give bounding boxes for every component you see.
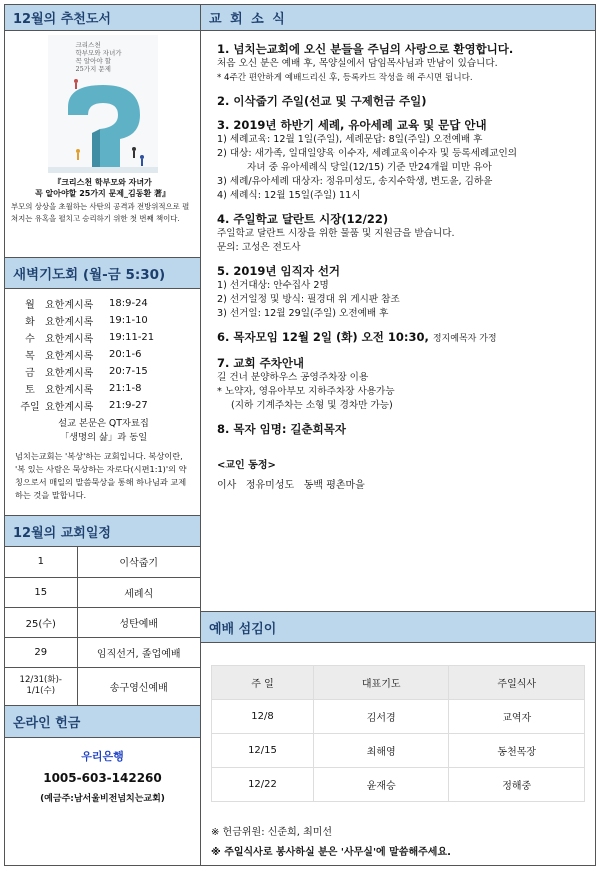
church-news	[201, 31, 595, 493]
dawn-prayer-row: 토 요한계시록 21:1-8	[25, 383, 142, 396]
ushers-header: 예배 섬김이	[201, 611, 595, 643]
column-header: 주 일	[212, 666, 314, 700]
dawn-prayer-section	[5, 289, 200, 515]
news-item-line: * 노약자, 영유아부모 지하주차장 사용가능	[217, 386, 395, 397]
ushers-notes	[211, 823, 451, 863]
dawn-prayer-description: 넘치는교회는 '복상'하는 교회입니다. 복상이란, '복 있는 사람은 묵상하는 자로다(시편1:1)'의 약칭으로서 매일의 말씀묵상을 통해 하나님과 교제하는 것을 말합니다.	[15, 451, 187, 500]
recommended-book	[5, 31, 200, 257]
table-row: 1 이삭줍기	[5, 547, 200, 577]
news-item-note: * 4주간 편안하게 예배드리신 후, 등록카드 작성을 해 주시면 됩니다.	[217, 73, 473, 83]
news-item-line: 자녀 중 유아세례식 당일(12/15) 기준 만24개월 미만 유아	[247, 162, 492, 173]
bank-name: 우리은행	[81, 749, 124, 763]
table-row: 15 세례식	[5, 577, 200, 607]
table-row: 12/31(화)- 1/1(수) 송구영신예배	[5, 667, 200, 705]
column-header: 대표기도	[313, 666, 449, 700]
book-caption: 『크리스천 학부모와 자녀가 꼭 알아야할 25가지 문제_김동환 著』	[34, 178, 170, 198]
table-row: 12/8 김서경 교역자	[212, 700, 585, 734]
table-row: 29 임직선거, 졸업예배	[5, 637, 200, 667]
account-holder: (예금주:남서울비전넘치는교회)	[40, 793, 165, 804]
offering-committee-note: ※ 헌금위원: 신준희, 최미선	[211, 827, 333, 838]
news-item-suffix: 정지예목자 가정	[432, 334, 497, 344]
news-item-line: 1) 세례교육: 12월 1일(주일), 세례문답: 8일(주일) 오전예배 후	[217, 134, 483, 145]
news-item-line: 문의: 고성은 전도사	[217, 242, 301, 253]
book-cover-image	[48, 35, 158, 173]
schedule-table	[5, 547, 200, 706]
members-news-line: 이사 정유미성도 동백 평촌마을	[217, 480, 365, 491]
book-header: 12월의 추천도서	[5, 5, 200, 31]
news-item-title: 4. 주일학교 달란트 시장(12/22)	[217, 212, 389, 226]
dawn-prayer-note: 설교 본문은 QT자료집 「생명의 삶」과 동일	[58, 418, 149, 443]
dawn-prayer-row: 금 요한계시록 20:7-15	[25, 366, 148, 379]
dawn-prayer-list	[15, 295, 192, 414]
meal-volunteer-note: ※ 주일식사로 봉사하실 분은 '사무실'에 말씀해주세요.	[211, 847, 451, 858]
account-number: 1005-603-142260	[43, 770, 162, 785]
news-item-title: 5. 2019년 임직자 선거	[217, 264, 341, 278]
dawn-prayer-row: 목 요한계시록 20:1-6	[25, 349, 142, 362]
table-header-row	[212, 666, 585, 700]
news-item-line: 주일학교 달란트 시장을 위한 물품 및 지원금을 받습니다.	[217, 228, 455, 239]
news-item-line: 3) 세례/유아세례 대상자: 정유미성도, 송지수학생, 변도윤, 김하윤	[217, 176, 493, 187]
news-item-line: 1) 선거대상: 안수집사 2명	[217, 280, 329, 291]
news-item-title: 8. 목자 임명: 길춘희목자	[217, 422, 346, 436]
church-news-header: 교 회 소 식	[201, 5, 595, 31]
news-item-line: 2) 선거일정 및 방식: 필경대 위 게시판 참조	[217, 294, 400, 305]
news-item-title: 3. 2019년 하반기 세례, 유아세례 교육 및 문답 안내	[217, 118, 487, 132]
schedule-header: 12월의 교회일정	[5, 515, 200, 547]
ushers-table	[211, 665, 585, 802]
members-news-title: <교인 동정>	[217, 460, 276, 471]
online-offering-header: 온라인 헌금	[5, 706, 200, 738]
table-row: 25(수) 성탄예배	[5, 607, 200, 637]
news-item-line: (지하 기계주차는 소형 및 경차만 가능)	[231, 400, 393, 411]
dawn-prayer-header: 새벽기도회 (월-금 5:30)	[5, 257, 200, 289]
book-description: 부모의 상상을 초월하는 사탄의 공격과 전방위적으로 펼쳐지는 유혹을 펼치고 승리하기 위한 첫 번째 책이다.	[11, 202, 190, 223]
dawn-prayer-row: 주일 요한계시록 21:9-27	[20, 400, 148, 413]
column-header: 주일식사	[449, 666, 585, 700]
ushers-section	[211, 665, 585, 802]
news-item-line: 3) 선거일: 12월 29일(주일) 오전예배 후	[217, 308, 389, 319]
news-item-line: 2) 대상: 새가족, 일대일양육 이수자, 세례교육이수자 및 등록세례교인의	[217, 148, 518, 159]
dawn-prayer-row: 화 요한계시록 19:1-10	[25, 315, 148, 328]
news-item-line: 4) 세례식: 12월 15일(주일) 11시	[217, 190, 361, 201]
bulletin-page	[4, 4, 596, 866]
news-item-title: 1. 넘치는교회에 오신 분들을 주님의 사랑으로 환영합니다.	[217, 42, 514, 56]
news-item-title: 7. 교회 주차안내	[217, 356, 305, 370]
news-item-title: 6. 목자모임 12월 2일 (화) 오전 10:30, 정지예목자 가정	[217, 330, 497, 344]
table-row: 12/15 최해영 동천목장	[212, 734, 585, 768]
table-row: 12/22 윤재승 정해중	[212, 768, 585, 802]
book-cover-title: 크리스천 학부모와 자녀가 꼭 알아야 할 25가지 문제	[75, 41, 122, 73]
book-cover-illustration	[48, 77, 158, 173]
online-offering-section	[5, 738, 200, 804]
dawn-prayer-row: 월 요한계시록 18:9-24	[25, 298, 148, 311]
news-item-title: 2. 이삭줍기 주일(선교 및 구제헌금 주일)	[217, 94, 427, 108]
right-column	[201, 5, 595, 865]
dawn-prayer-row: 수 요한계시록 19:11-21	[25, 332, 155, 345]
news-item-line: 길 건너 분양하우스 공영주차장 이용	[217, 372, 369, 383]
news-item-line: 처음 오신 분은 예배 후, 목양실에서 담임목사님과 만남이 있습니다.	[217, 58, 498, 69]
left-column	[5, 5, 201, 865]
